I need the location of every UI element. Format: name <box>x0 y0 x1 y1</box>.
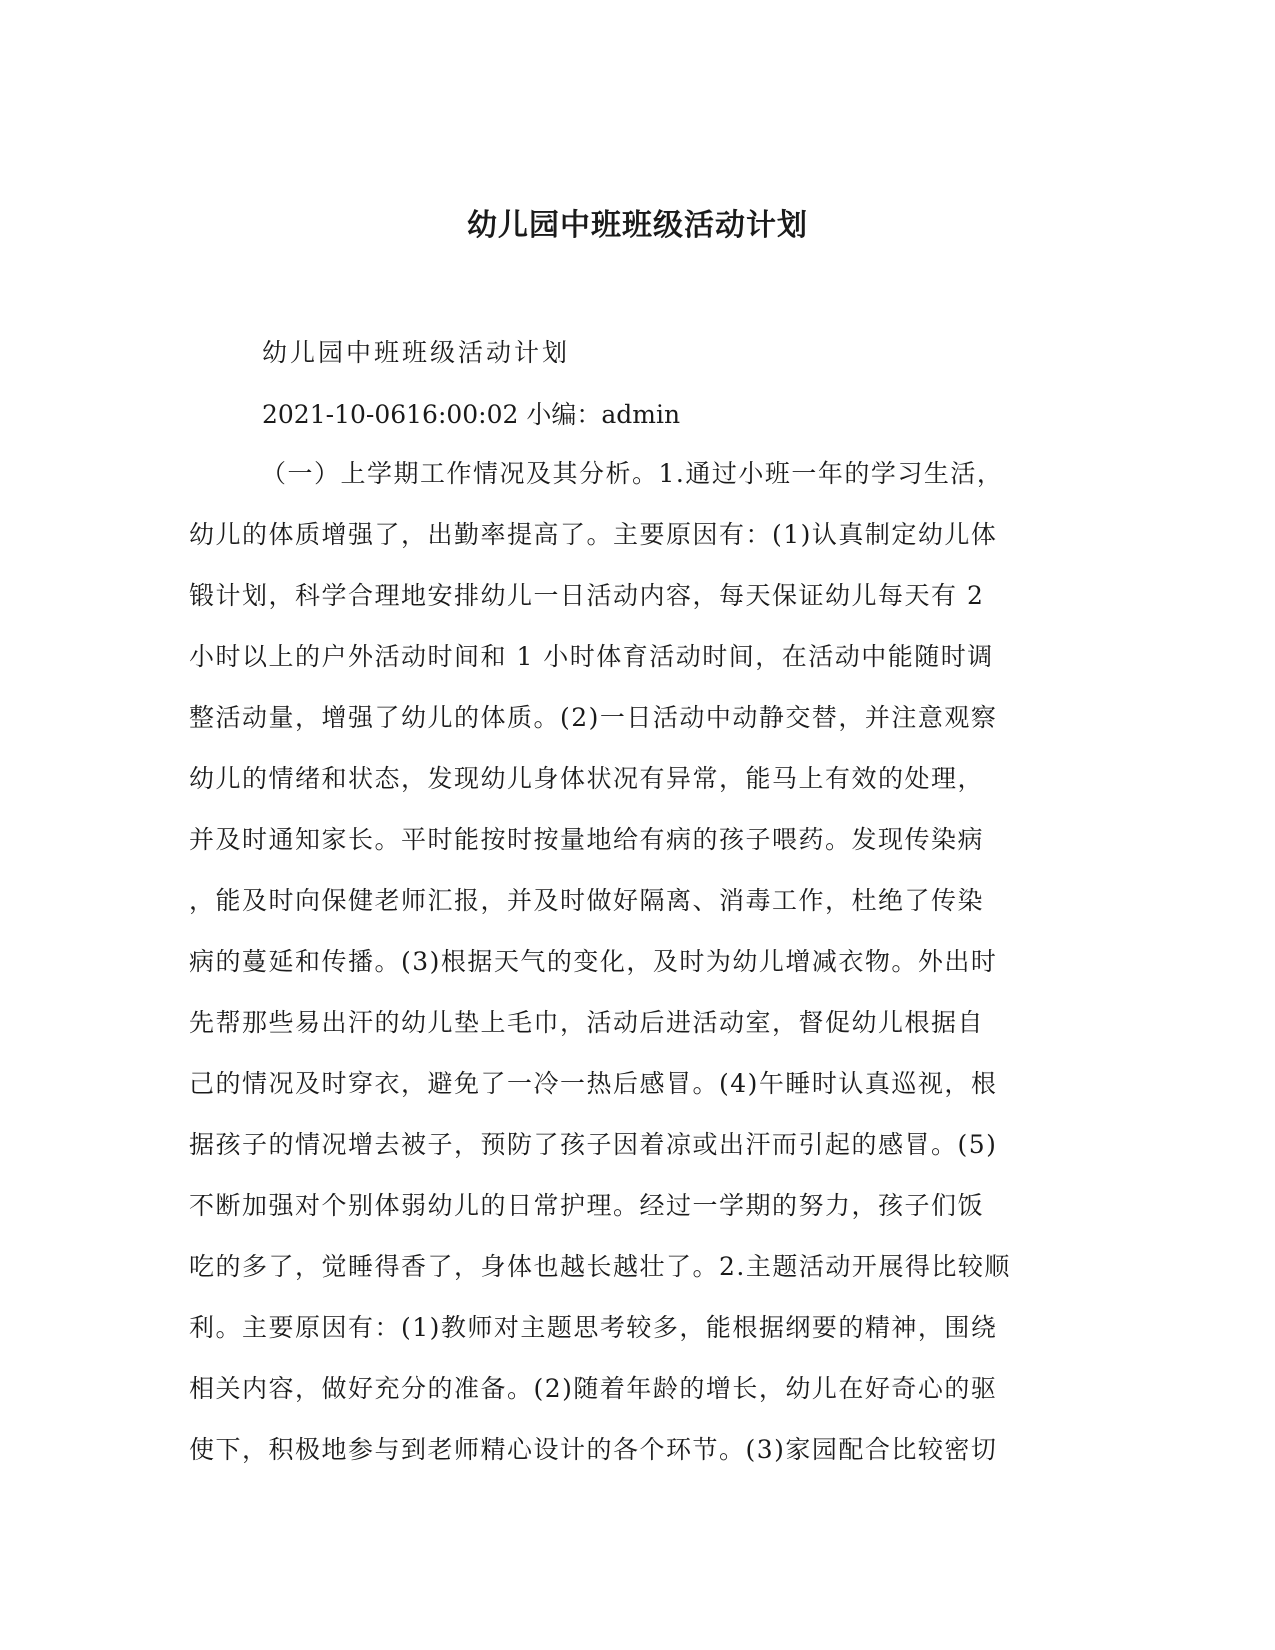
document-title: 幼儿园中班班级活动计划 <box>467 208 808 243</box>
paragraph-line: 不断加强对个别体弱幼儿的日常护理。经过一学期的努力，孩子们饭 <box>189 1191 985 1220</box>
paragraph-line: 相关内容，做好充分的准备。(2)随着年龄的增长，幼儿在好奇心的驱 <box>189 1374 998 1403</box>
post-meta: 2021-10-0616:00:02 小编：admin <box>262 400 681 429</box>
paragraph-line: 使下，积极地参与到老师精心设计的各个环节。(3)家园配合比较密切 <box>189 1435 998 1464</box>
paragraph-line: 锻计划，科学合理地安排幼儿一日活动内容，每天保证幼儿每天有 2 <box>189 581 985 610</box>
paragraph-line: 利。主要原因有：(1)教师对主题思考较多，能根据纲要的精神，围绕 <box>189 1313 998 1342</box>
paragraph-line: 幼儿的体质增强了，出勤率提高了。主要原因有：(1)认真制定幼儿体 <box>189 520 998 549</box>
paragraph-line: 并及时通知家长。平时能按时按量地给有病的孩子喂药。发现传染病 <box>189 825 985 854</box>
paragraph-line: 整活动量，增强了幼儿的体质。(2)一日活动中动静交替，并注意观察 <box>189 703 998 732</box>
paragraph-line: 小时以上的户外活动时间和 1 小时体育活动时间，在活动中能随时调 <box>189 642 994 671</box>
document-subtitle: 幼儿园中班班级活动计划 <box>262 338 571 367</box>
paragraph-line: 先帮那些易出汗的幼儿垫上毛巾，活动后进活动室，督促幼儿根据自 <box>189 1008 985 1037</box>
paragraph-line: 据孩子的情况增去被子，预防了孩子因着凉或出汗而引起的感冒。(5) <box>189 1130 998 1159</box>
paragraph-line: 吃的多了，觉睡得香了，身体也越长越壮了。2.主题活动开展得比较顺 <box>189 1252 1011 1281</box>
paragraph-line: ，能及时向保健老师汇报，并及时做好隔离、消毒工作，杜绝了传染 <box>189 886 985 915</box>
paragraph-line: 己的情况及时穿衣，避免了一冷一热后感冒。(4)午睡时认真巡视，根 <box>189 1069 998 1098</box>
body-paragraph <box>189 456 1089 1493</box>
paragraph-line: （一）上学期工作情况及其分析。1.通过小班一年的学习生活， <box>261 459 1004 488</box>
paragraph-line: 病的蔓延和传播。(3)根据天气的变化，及时为幼儿增减衣物。外出时 <box>189 947 998 976</box>
paragraph-line: 幼儿的情绪和状态，发现幼儿身体状况有异常，能马上有效的处理， <box>189 764 985 793</box>
